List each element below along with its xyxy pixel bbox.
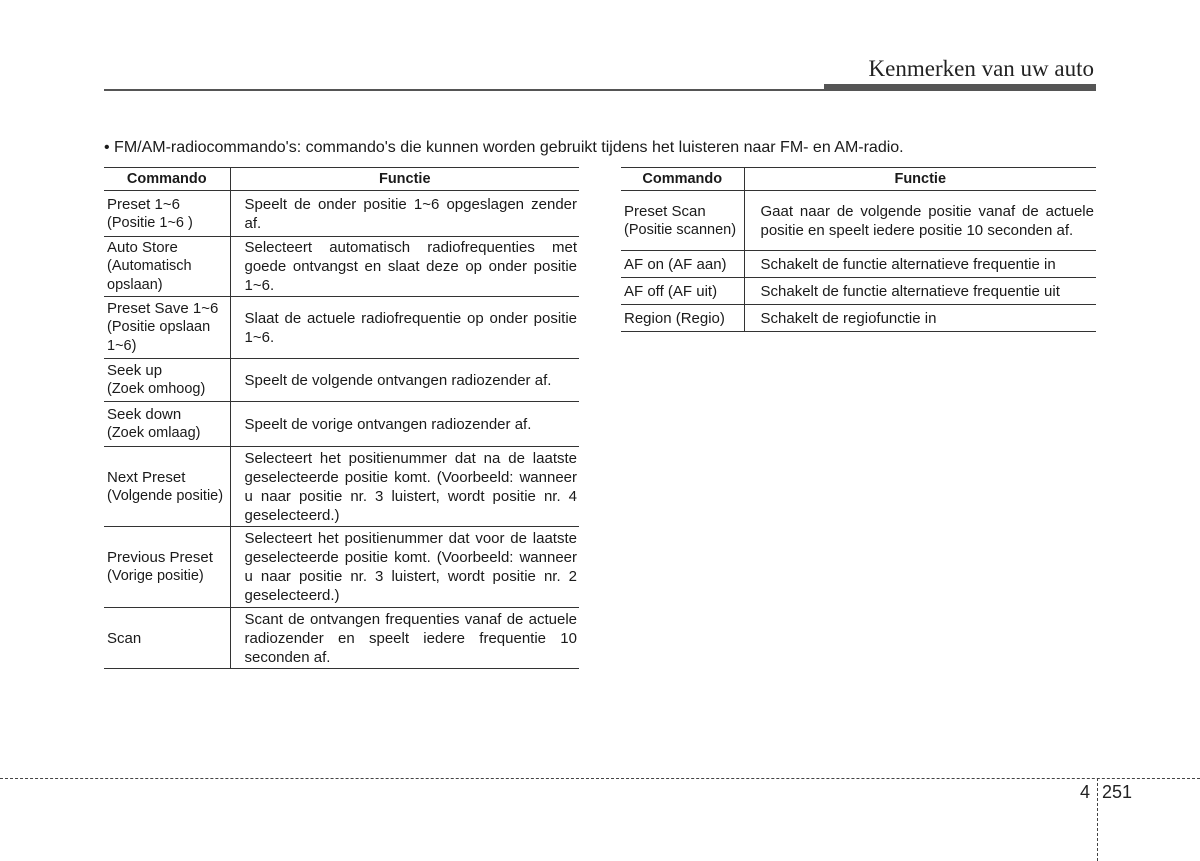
command-translation: (Volgende positie)	[107, 487, 224, 504]
command-name: Seek down	[107, 406, 182, 423]
right-command-table	[621, 167, 1096, 332]
intro-text: • FM/AM-radiocommando's: commando's die kunnen worden gebruikt tijdens het luisteren naar FM- en AM-radio.	[104, 139, 904, 156]
header-title: Kenmerken van uw auto	[868, 56, 1094, 81]
command-name: Scan	[107, 629, 142, 647]
command-translation: (Positie opslaan 1~6)	[107, 319, 211, 354]
command-name: Previous Preset	[107, 549, 213, 566]
command-cell	[104, 402, 230, 447]
command-translation: (Positie scannen)	[624, 221, 737, 238]
command-name: Preset 1~6	[107, 195, 180, 213]
table-row	[104, 447, 579, 527]
command-cell	[104, 297, 230, 359]
table-row	[621, 278, 1096, 305]
function-cell: Speelt de volgende ontvangen radiozender af.	[230, 359, 579, 402]
footer-dashed-divider	[1097, 778, 1098, 861]
command-translation: (Positie 1~6 )	[107, 214, 193, 231]
command-name: Preset Scan	[624, 202, 706, 220]
table-row	[621, 251, 1096, 278]
table-row	[104, 237, 579, 297]
function-cell: Gaat naar de volgende positie vanaf de actuele positie en speelt iedere positie 10 seconden af.	[744, 191, 1096, 251]
header-functie: Functie	[230, 168, 579, 191]
table-row	[104, 402, 579, 447]
command-name: Preset Save 1~6	[107, 300, 219, 317]
table-row	[104, 191, 579, 237]
command-cell	[104, 359, 230, 402]
command-name: AF on (AF aan)	[624, 255, 727, 273]
command-translation: (Automatisch opslaan)	[107, 258, 192, 293]
function-cell: Schakelt de functie alternatieve frequentie in	[744, 251, 1096, 278]
command-cell	[621, 251, 744, 278]
function-cell: Selecteert automatisch radiofrequenties met goede ontvangst en slaat deze op onder positie 1~6.	[230, 237, 579, 297]
chapter-number: 4	[1080, 782, 1091, 802]
header-functie: Functie	[744, 168, 1096, 191]
command-name: AF off (AF uit)	[624, 282, 718, 300]
function-cell: Speelt de onder positie 1~6 opgeslagen zender af.	[230, 191, 579, 237]
command-name: Next Preset	[107, 468, 186, 486]
function-cell: Selecteert het positienummer dat na de laatste geselecteerde positie komt. (Voorbeeld: wanneer u naar positie nr. 3 luistert, wordt positie nr. 4 geselecteerd.)	[230, 447, 579, 527]
table-row	[104, 527, 579, 608]
function-cell: Selecteert het positienummer dat voor de laatste geselecteerde positie komt. (Voorbeeld: wanneer u naar positie nr. 3 luistert, wordt positie nr. 2 geselecteerd.)	[230, 527, 579, 608]
table-row	[104, 359, 579, 402]
function-cell: Scant de ontvangen frequenties vanaf de actuele radiozender en speelt iedere frequentie 10 seconden af.	[230, 608, 579, 669]
command-translation: (Zoek omlaag)	[107, 425, 201, 441]
table-row	[621, 305, 1096, 332]
command-name: Seek up	[107, 362, 163, 379]
command-cell	[621, 305, 744, 332]
function-cell: Schakelt de regiofunctie in	[744, 305, 1096, 332]
function-cell: Slaat de actuele radiofrequentie op onder positie 1~6.	[230, 297, 579, 359]
function-cell: Speelt de vorige ontvangen radiozender af.	[230, 402, 579, 447]
command-name: Auto Store	[107, 239, 178, 256]
command-cell	[104, 608, 230, 669]
command-cell	[104, 527, 230, 608]
header-commando: Commando	[104, 168, 230, 191]
command-cell	[621, 191, 744, 251]
function-cell: Schakelt de functie alternatieve frequentie uit	[744, 278, 1096, 305]
table-row	[621, 191, 1096, 251]
command-cell	[104, 237, 230, 297]
page-number: 251	[1102, 782, 1133, 802]
table-row	[104, 297, 579, 359]
header-rule	[104, 89, 1096, 91]
command-name: Region (Regio)	[624, 309, 725, 327]
command-cell	[104, 191, 230, 237]
table-row	[104, 608, 579, 669]
command-translation: (Zoek omhoog)	[107, 381, 206, 397]
footer-dashed-rule	[0, 778, 1200, 779]
command-cell	[621, 278, 744, 305]
command-translation: (Vorige positie)	[107, 568, 204, 584]
command-cell	[104, 447, 230, 527]
left-command-table	[104, 167, 579, 669]
header-commando: Commando	[621, 168, 744, 191]
